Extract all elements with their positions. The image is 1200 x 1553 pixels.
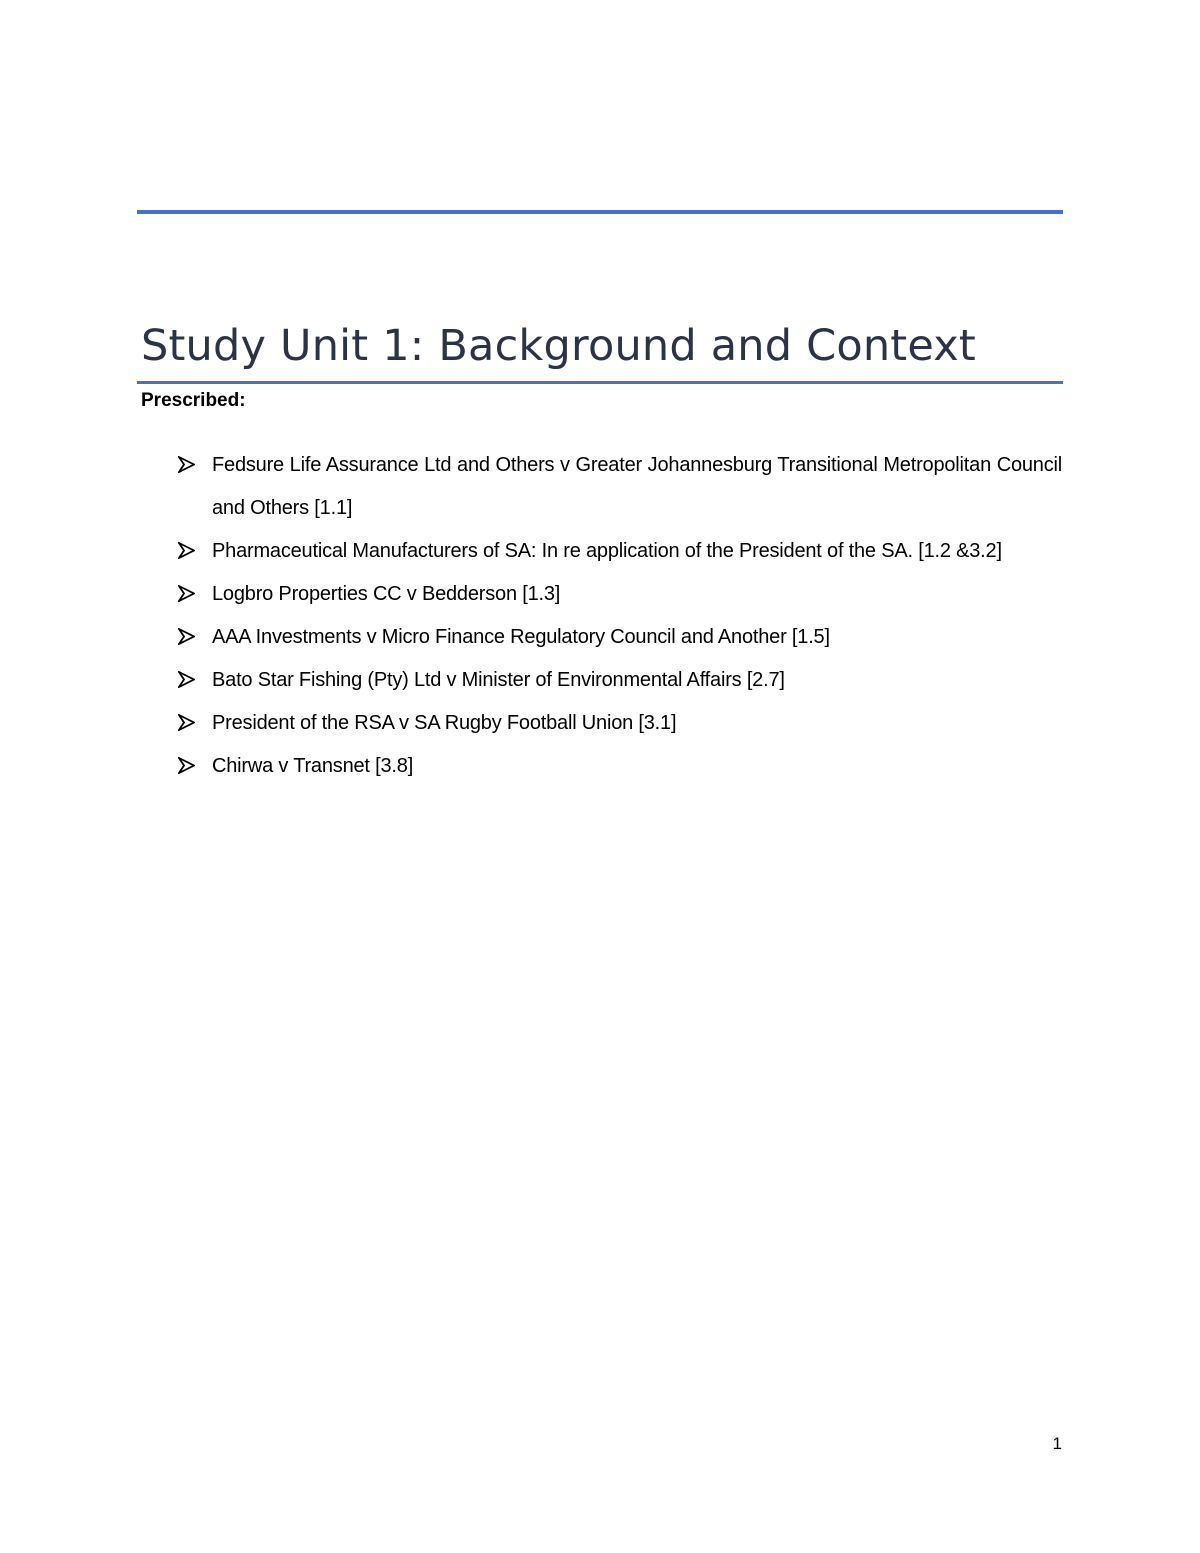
case-text: Pharmaceutical Manufacturers of SA: In re application of the President of the SA. [1.2 &3.2] <box>212 540 1002 562</box>
case-item <box>176 530 1062 573</box>
arrowhead-bullet-icon <box>176 702 198 745</box>
arrowhead-bullet-icon <box>176 530 198 573</box>
case-text: President of the RSA v SA Rugby Football Union [3.1] <box>212 712 677 734</box>
case-text: Bato Star Fishing (Pty) Ltd v Minister of Environmental Affairs [2.7] <box>212 669 785 691</box>
arrowhead-bullet-icon <box>176 573 198 616</box>
case-text: Logbro Properties CC v Bedderson [1.3] <box>212 583 561 605</box>
case-item <box>176 616 1062 659</box>
case-text: Chirwa v Transnet [3.8] <box>212 755 414 777</box>
arrowhead-bullet-icon <box>176 745 198 788</box>
header-rule <box>137 210 1063 214</box>
case-item <box>176 659 1062 702</box>
arrowhead-bullet-icon <box>176 616 198 659</box>
case-item <box>176 702 1062 745</box>
page-number: 1 <box>1052 1434 1062 1453</box>
arrowhead-bullet-icon <box>176 444 198 487</box>
case-item <box>176 745 1062 788</box>
case-text: Fedsure Life Assurance Ltd and Others v Greater Johannesburg Transitional Metropolitan Council and Others [1.1] <box>212 454 1062 519</box>
prescribed-case-list <box>176 444 1062 788</box>
arrowhead-bullet-icon <box>176 659 198 702</box>
prescribed-heading: Prescribed: <box>141 390 246 411</box>
case-item <box>176 573 1062 616</box>
case-item <box>176 444 1062 530</box>
title-underline <box>137 381 1063 384</box>
case-text: AAA Investments v Micro Finance Regulatory Council and Another [1.5] <box>212 626 830 648</box>
page-title: Study Unit 1: Background and Context <box>141 321 976 371</box>
